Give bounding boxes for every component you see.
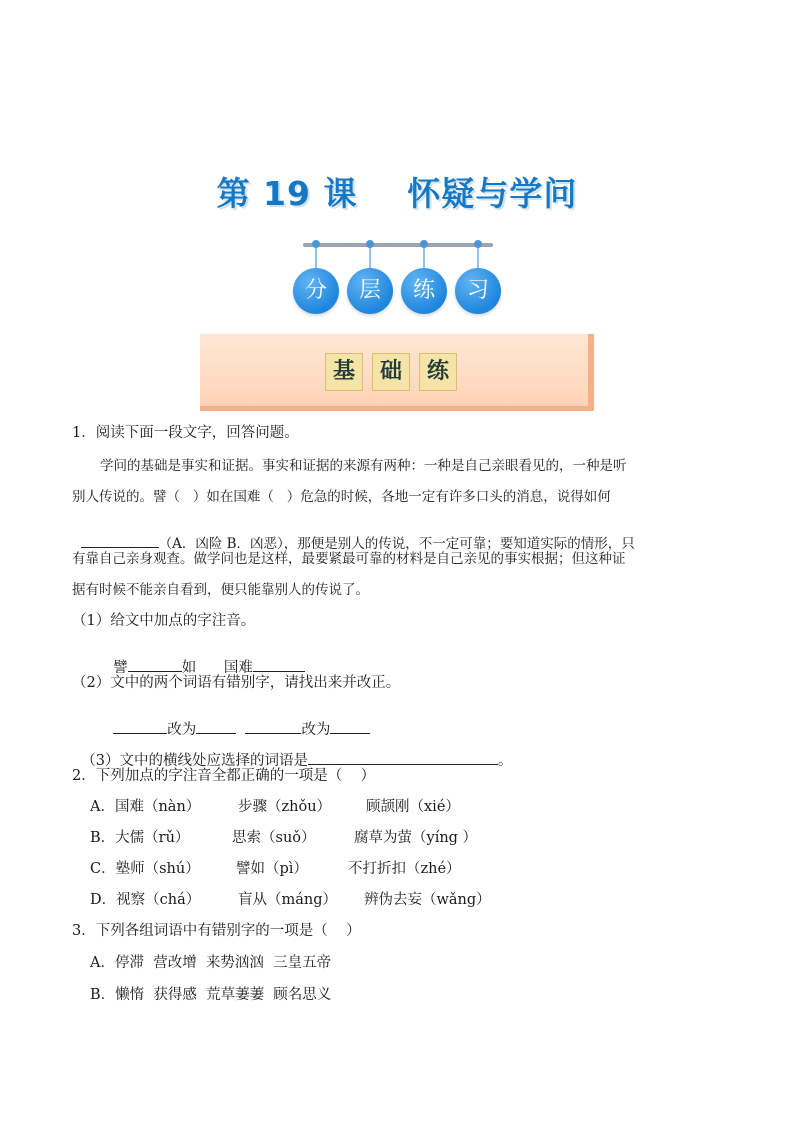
section-bubble: 层 (347, 268, 393, 314)
pin-icon (477, 244, 479, 270)
passage-line: 学问的基础是事实和证据。事实和证据的来源有两种：一种是自己亲眼看见的，一种是听 (100, 458, 627, 474)
section-bubble: 分 (293, 268, 339, 314)
sub-question-2: （2）文中的两个词语有错别字，请找出来并改正。 (72, 675, 401, 691)
banner-tile: 础 (372, 353, 410, 391)
passage-line: 据有时候不能亲自看到，便只能靠别人的传说了。 (72, 582, 369, 598)
question-1-prompt: 1．阅读下面一段文字，回答问题。 (72, 425, 299, 441)
passage-line: 别人传说的。譬（ ）如在国难（ ）危急的时候，各地一定有许多口头的消息，说得如何 (72, 489, 611, 505)
passage-line: （A．凶险 B．凶恶），那便是别人的传说，不一定可靠；要知道实际的情形，只 (72, 516, 635, 552)
option-item: 譬如（pì） (236, 861, 308, 877)
pinyin-answer-row: 譬 如 国难 (104, 640, 305, 677)
option-item: 不打折扣（zhé） (348, 861, 461, 877)
option-row: B．大儒（rǔ） (90, 830, 190, 846)
question-3-prompt: 3．下列各组词语中有错别字的一项是（ ） (72, 923, 361, 939)
sub-question-1: （1）给文中加点的字注音。 (72, 613, 256, 629)
pin-icon (369, 244, 371, 270)
option-item: 辨伪去妄（wǎng） (364, 892, 491, 908)
page-title: 第 19 课 怀疑与学问 (216, 174, 578, 213)
option-row: A．国难（nàn） (90, 799, 201, 815)
section-bubble: 练 (401, 268, 447, 314)
sub-question-3: （3）文中的横线处应选择的词语是 。 (81, 753, 513, 769)
option-row: A．停滞 营改增 来势汹汹 三皇五帝 (90, 955, 332, 971)
option-row: C．塾师（shú） (90, 861, 200, 877)
option-row: D．视察（chá） (90, 892, 201, 908)
correction-answer-row: 改为 改为 (104, 702, 370, 739)
option-item: 顾颉刚（xié） (366, 799, 460, 815)
pin-icon (423, 244, 425, 270)
option-item: 盲从（máng） (238, 892, 338, 908)
option-row: B．懒惰 获得感 荒草萋萋 顾名思义 (90, 987, 332, 1003)
question-2-prompt: 2．下列加点的字注音全都正确的一项是（ ） (72, 768, 376, 784)
banner-tile: 基 (325, 353, 363, 391)
banner-tile: 练 (419, 353, 457, 391)
decorative-rail (303, 243, 493, 247)
section-bubble: 习 (455, 268, 501, 314)
pin-icon (315, 244, 317, 270)
option-item: 腐草为萤（yíng ） (354, 830, 478, 846)
passage-line: 有靠自己亲身观查。做学问也是这样，最要紧最可靠的材料是自己亲见的事实根据；但这种证 (72, 551, 626, 567)
option-item: 步骤（zhǒu） (238, 799, 332, 815)
option-item: 思索（suǒ） (232, 830, 316, 846)
